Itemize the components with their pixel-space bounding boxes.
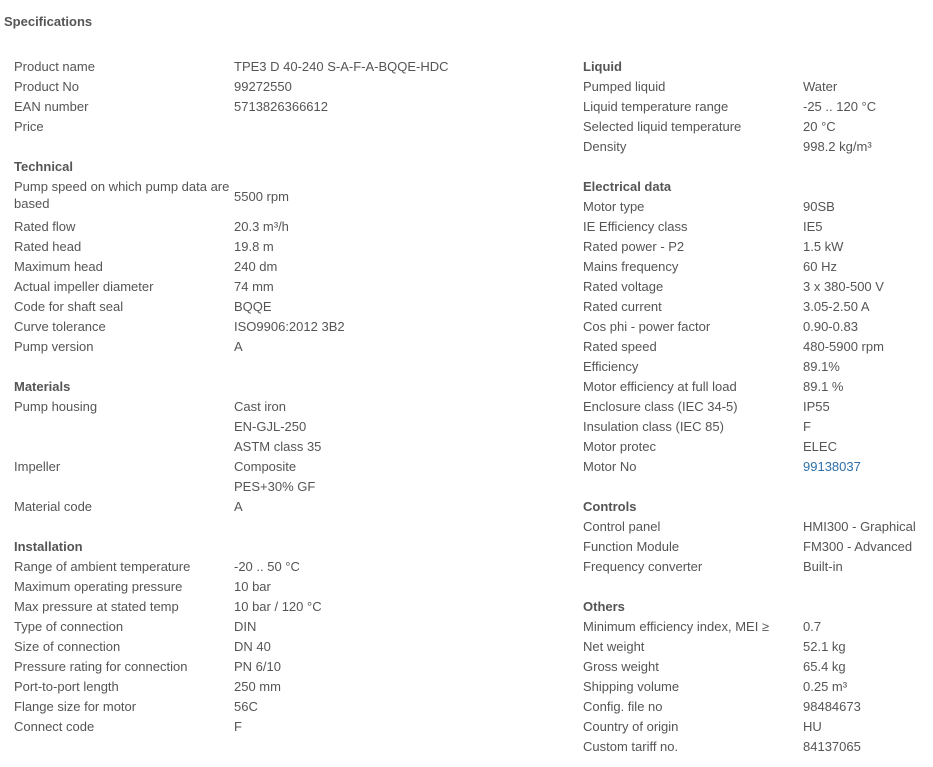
spec-label: Motor type	[583, 199, 645, 214]
spec-row-pump-version	[14, 337, 544, 357]
spec-row-motor-efficiency	[583, 377, 928, 397]
spec-value: 89.1%	[803, 359, 840, 374]
spec-value: 0.7	[803, 619, 822, 634]
spec-row-density	[583, 137, 928, 157]
spec-label: Insulation class (IEC 85)	[583, 419, 724, 434]
spec-label: Connect code	[14, 719, 95, 734]
spec-row-ean-number	[14, 97, 544, 117]
spec-row-control-panel	[583, 517, 928, 537]
spec-label: EAN number	[14, 99, 89, 114]
spec-value: DIN	[234, 619, 257, 634]
section-title-others: Others	[583, 599, 625, 614]
spec-label: Pump version	[14, 339, 94, 354]
spec-row-rated-speed	[583, 337, 928, 357]
spec-value: 74 mm	[234, 279, 274, 294]
spec-value: DN 40	[234, 639, 271, 654]
spec-value: 52.1 kg	[803, 639, 846, 654]
spec-value: 240 dm	[234, 259, 278, 274]
spec-label: Price	[14, 119, 44, 134]
spec-row-net-weight	[583, 637, 928, 657]
spec-row-selected-liquid-temp	[583, 117, 928, 137]
spec-label: Pump speed on which pump data are based	[14, 179, 230, 211]
spec-row-motor-type	[583, 197, 928, 217]
spec-label: Config. file no	[583, 699, 663, 714]
spec-row-shipping-volume	[583, 677, 928, 697]
spec-label: Rated speed	[583, 339, 657, 354]
spec-value: IP55	[803, 399, 830, 414]
spec-value: 90SB	[803, 199, 835, 214]
spec-value: -25 .. 120 °C	[803, 99, 877, 114]
section-title-liquid: Liquid	[583, 59, 622, 74]
spec-label: Size of connection	[14, 639, 121, 654]
spec-label: Shipping volume	[583, 679, 680, 694]
spec-row-max-operating-pressure	[14, 577, 544, 597]
spec-value: 1.5 kW	[803, 239, 844, 254]
spec-row-gross-weight	[583, 657, 928, 677]
spec-value: PN 6/10	[234, 659, 281, 674]
spec-label: Country of origin	[583, 719, 679, 734]
spec-row-ambient-temperature	[14, 557, 544, 577]
specs-left-column	[14, 57, 544, 737]
spec-label: Flange size for motor	[14, 699, 137, 714]
spec-value: 89.1 %	[803, 379, 844, 394]
spec-value: 56C	[234, 699, 258, 714]
spec-value: 20 °C	[803, 119, 836, 134]
spec-row-port-to-port-length	[14, 677, 544, 697]
spec-label: Motor protec	[583, 439, 656, 454]
spec-label: Net weight	[583, 639, 645, 654]
spec-value: 10 bar / 120 °C	[234, 599, 322, 614]
spec-value: Composite	[234, 459, 297, 474]
section-title-electrical: Electrical data	[583, 179, 672, 194]
spec-value: -20 .. 50 °C	[234, 559, 300, 574]
spec-label: Pump housing	[14, 399, 98, 414]
spec-row-insulation-class	[583, 417, 928, 437]
spec-row-pressure-rating	[14, 657, 544, 677]
spec-label: Rated power - P2	[583, 239, 685, 254]
spec-label: Rated voltage	[583, 279, 664, 294]
spec-label: Custom tariff no.	[583, 739, 679, 754]
spec-row-motor-no	[583, 457, 928, 477]
spec-label: Product name	[14, 59, 95, 74]
spec-value: 0.90-0.83	[803, 319, 858, 334]
spec-label: Maximum operating pressure	[14, 579, 183, 594]
spec-row-connect-code	[14, 717, 544, 737]
spec-value: 998.2 kg/m³	[803, 139, 872, 154]
spec-label: Max pressure at stated temp	[14, 599, 179, 614]
spec-value: PES+30% GF	[234, 479, 316, 494]
spec-row-pumped-liquid	[583, 77, 928, 97]
spec-label: Product No	[14, 79, 80, 94]
spec-label: Mains frequency	[583, 259, 679, 274]
spec-value: 20.3 m³/h	[234, 219, 289, 234]
spec-row-mains-frequency	[583, 257, 928, 277]
spec-label: Maximum head	[14, 259, 103, 274]
spec-value: 5713826366612	[234, 99, 328, 114]
spec-row-impeller-diameter	[14, 277, 544, 297]
section-title-installation: Installation	[14, 539, 83, 554]
spec-row-flange-size	[14, 697, 544, 717]
spec-value: 98484673	[803, 699, 861, 714]
spec-value: 3 x 380-500 V	[803, 279, 884, 294]
spec-row-price	[14, 117, 544, 137]
specs-right-column	[583, 57, 928, 757]
spec-value: Water	[803, 79, 838, 94]
spec-value: EN-GJL-250	[234, 419, 307, 434]
spec-row-maximum-head	[14, 257, 544, 277]
spec-value: ASTM class 35	[234, 439, 322, 454]
spec-value: 250 mm	[234, 679, 281, 694]
spec-row-rated-flow	[14, 217, 544, 237]
spec-value: 0.25 m³	[803, 679, 848, 694]
spec-label: Impeller	[14, 459, 61, 474]
spec-value: ELEC	[803, 439, 837, 454]
spec-value: IE5	[803, 219, 823, 234]
spec-value: A	[234, 499, 243, 514]
spec-value: F	[803, 419, 811, 434]
spec-value: 3.05-2.50 A	[803, 299, 870, 314]
spec-label: Pressure rating for connection	[14, 659, 188, 674]
spec-label: Range of ambient temperature	[14, 559, 191, 574]
spec-value: Built-in	[803, 559, 843, 574]
spec-row-pump-housing	[14, 397, 544, 457]
spec-row-efficiency	[583, 357, 928, 377]
spec-label: Rated current	[583, 299, 662, 314]
spec-row-enclosure-class	[583, 397, 928, 417]
spec-row-motor-protec	[583, 437, 928, 457]
spec-value: A	[234, 339, 243, 354]
spec-label: Rated head	[14, 239, 82, 254]
spec-label: Actual impeller diameter	[14, 279, 154, 294]
spec-row-product-no	[14, 77, 544, 97]
spec-row-frequency-converter	[583, 557, 928, 577]
spec-row-custom-tariff	[583, 737, 928, 757]
spec-value: F	[234, 719, 242, 734]
spec-row-function-module	[583, 537, 928, 557]
spec-value: BQQE	[234, 299, 272, 314]
spec-row-liquid-temp-range	[583, 97, 928, 117]
spec-label: Motor No	[583, 459, 637, 474]
spec-label: Pumped liquid	[583, 79, 666, 94]
spec-row-shaft-seal	[14, 297, 544, 317]
spec-label: Type of connection	[14, 619, 124, 634]
spec-value: 60 Hz	[803, 259, 837, 274]
spec-value: ISO9906:2012 3B2	[234, 319, 345, 334]
spec-label: Material code	[14, 499, 93, 514]
spec-value: Cast iron	[234, 399, 287, 414]
section-title-controls: Controls	[583, 499, 637, 514]
spec-label: Function Module	[583, 539, 680, 554]
spec-label: Selected liquid temperature	[583, 119, 742, 134]
spec-row-mei	[583, 617, 928, 637]
spec-row-rated-voltage	[583, 277, 928, 297]
spec-row-cos-phi	[583, 317, 928, 337]
spec-label: Efficiency	[583, 359, 639, 374]
spec-label: Gross weight	[583, 659, 659, 674]
spec-label: IE Efficiency class	[583, 219, 688, 234]
spec-row-rated-power	[583, 237, 928, 257]
spec-value: 10 bar	[234, 579, 271, 594]
spec-row-impeller	[14, 457, 544, 497]
spec-row-pump-speed	[14, 177, 544, 217]
spec-row-max-pressure-stated-temp	[14, 597, 544, 617]
spec-row-product-name	[14, 57, 544, 77]
spec-label: Code for shaft seal	[14, 299, 124, 314]
spec-label: Minimum efficiency index, MEI ≥	[583, 619, 770, 634]
spec-row-rated-head	[14, 237, 544, 257]
spec-label: Rated flow	[14, 219, 76, 234]
spec-value: 65.4 kg	[803, 659, 846, 674]
spec-label: Enclosure class (IEC 34-5)	[583, 399, 738, 414]
spec-row-rated-current	[583, 297, 928, 317]
spec-label: Density	[583, 139, 627, 154]
spec-value: 84137065	[803, 739, 861, 754]
spec-value: 99272550	[234, 79, 292, 94]
spec-row-country-of-origin	[583, 717, 928, 737]
spec-value: HU	[803, 719, 822, 734]
spec-label: Port-to-port length	[14, 679, 119, 694]
spec-row-ie-efficiency-class	[583, 217, 928, 237]
motor-no-link[interactable]: 99138037	[803, 459, 861, 474]
spec-row-size-of-connection	[14, 637, 544, 657]
spec-label: Curve tolerance	[14, 319, 106, 334]
section-title-technical: Technical	[14, 159, 74, 174]
spec-row-type-of-connection	[14, 617, 544, 637]
page-title: Specifications	[4, 14, 93, 29]
spec-label: Motor efficiency at full load	[583, 379, 737, 394]
spec-value: 480-5900 rpm	[803, 339, 884, 354]
spec-value: 5500 rpm	[234, 189, 289, 204]
spec-label: Liquid temperature range	[583, 99, 729, 114]
spec-row-config-file-no	[583, 697, 928, 717]
spec-value: FM300 - Advanced	[803, 539, 913, 554]
spec-row-curve-tolerance	[14, 317, 544, 337]
spec-label: Control panel	[583, 519, 661, 534]
spec-row-material-code	[14, 497, 544, 517]
spec-value: TPE3 D 40-240 S-A-F-A-BQQE-HDC	[234, 59, 449, 74]
spec-label: Cos phi - power factor	[583, 319, 711, 334]
spec-value: 19.8 m	[234, 239, 274, 254]
spec-label: Frequency converter	[583, 559, 703, 574]
spec-value: HMI300 - Graphical	[803, 519, 916, 534]
section-title-materials: Materials	[14, 379, 71, 394]
